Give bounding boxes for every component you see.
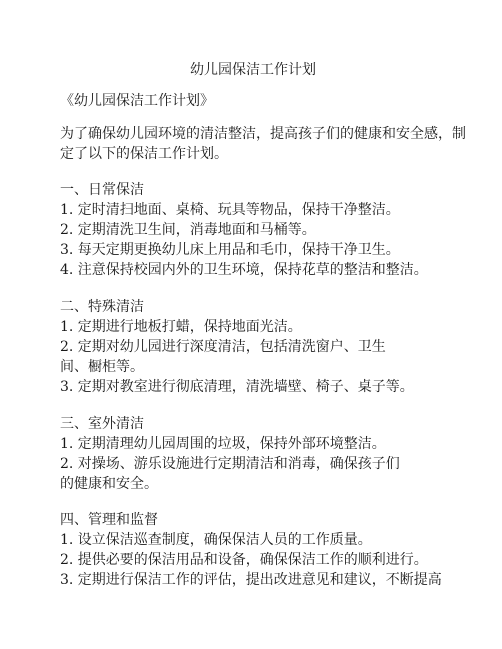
list-item: 1. 设立保洁巡查制度，确保保洁人员的工作质量。 xyxy=(60,532,372,548)
list-item: 1. 定期清理幼儿园周围的垃圾，保持外部环境整洁。 xyxy=(60,436,386,452)
list-item: 3. 定期进行保洁工作的评估，提出改进意见和建议，不断提高 xyxy=(60,572,442,588)
section-heading: 三、室外清洁 xyxy=(60,416,144,432)
list-item: 2. 定期清洗卫生间，消毒地面和马桶等。 xyxy=(60,222,316,238)
list-item: 2. 提供必要的保洁用品和设备，确保保洁工作的顺利进行。 xyxy=(60,552,428,568)
document-title: 幼儿园保洁工作计划 xyxy=(190,62,316,78)
section-daily-cleaning xyxy=(60,180,460,280)
section-heading: 二、特殊清洁 xyxy=(60,299,144,315)
section-special-cleaning xyxy=(60,297,460,397)
section-management-supervision xyxy=(60,510,460,590)
list-item: 1. 定期进行地板打蜡，保持地面光洁。 xyxy=(60,319,302,335)
list-item: 3. 每天定期更换幼儿床上用品和毛巾，保持干净卫生。 xyxy=(60,242,400,258)
intro-paragraph: 为了确保幼儿园环境的清洁整洁，提高孩子们的健康和安全感，制定了以下的保洁工作计划。 xyxy=(60,126,466,162)
section-outdoor-cleaning xyxy=(60,414,460,494)
list-item: 3. 定期对教室进行彻底清理，清洗墙壁、椅子、桌子等。 xyxy=(60,379,414,395)
list-item: 1. 定时清扫地面、桌椅、玩具等物品，保持干净整洁。 xyxy=(60,202,400,218)
list-item: 2. 定期对幼儿园进行深度清洁，包括清洗窗户、卫生间、橱柜等。 xyxy=(60,339,386,375)
list-item: 2. 对操场、游乐设施进行定期清洁和消毒，确保孩子们的健康和安全。 xyxy=(60,456,400,492)
section-heading: 四、管理和监督 xyxy=(60,512,158,528)
section-heading: 一、日常保洁 xyxy=(60,182,144,198)
document-subtitle: 《幼儿园保洁工作计划》 xyxy=(60,93,214,109)
list-item: 4. 注意保持校园内外的卫生环境，保持花草的整洁和整洁。 xyxy=(60,262,428,278)
